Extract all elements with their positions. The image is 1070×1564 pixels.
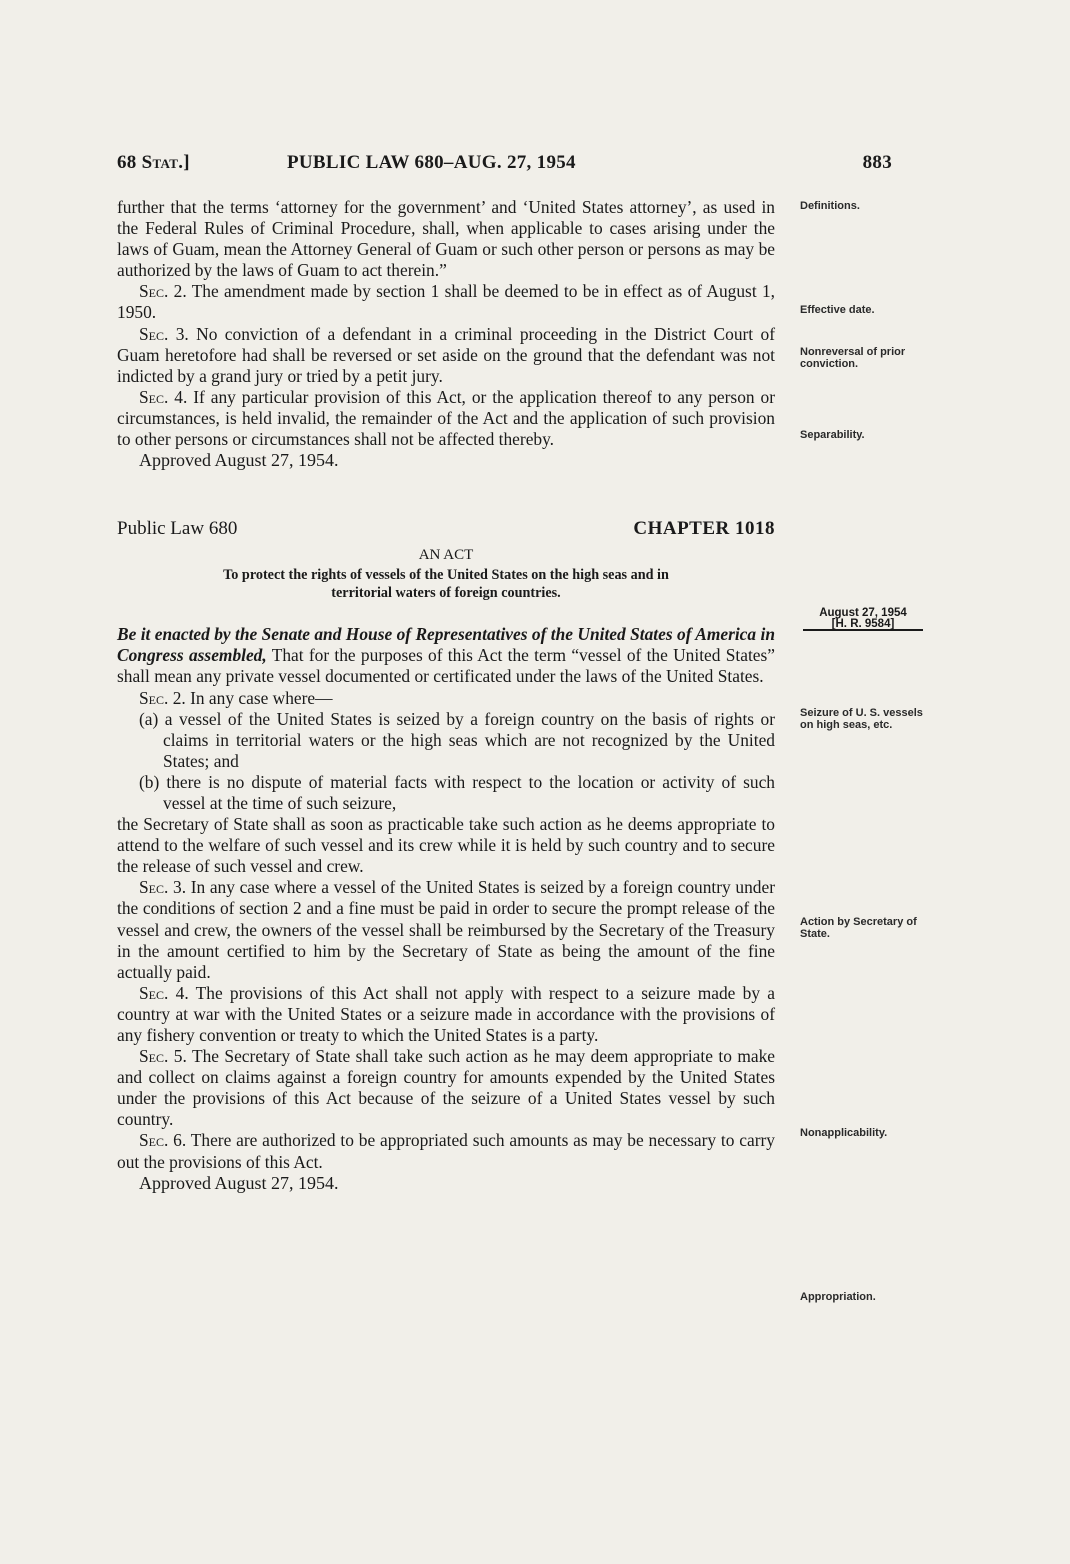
section-2-paragraph bbox=[117, 281, 775, 323]
margin-note-separability: Separability. bbox=[800, 429, 865, 441]
main-text-column bbox=[117, 197, 775, 1194]
act-heading-row bbox=[117, 518, 775, 544]
section-text: The Secretary of State shall take such action as he may deem appropriate to make and collect on claims against a foreign country for amounts expended by the United States under the provisions of this Act because of the seizure of a United States vessel by such country. bbox=[117, 1046, 775, 1130]
act-purpose bbox=[117, 566, 775, 602]
section-text: In any case where a vessel of the United States is seized by a foreign country under the conditions of section 2 and a fine must be paid in order to secure the prompt release of the vessel and crew, the owners of the vessel shall be reimbursed by the Secretary of the Treasury in the amount certified to him by the Secretary of State as being the amount of the fine actually paid. bbox=[117, 877, 775, 982]
section-label: Sec. 6. bbox=[139, 1130, 187, 1151]
margin-note-action: Action by Secretary of State. bbox=[800, 916, 917, 940]
section-text: The amendment made by section 1 shall be deemed to be in effect as of August 1, 1950. bbox=[117, 281, 776, 323]
section-4-paragraph bbox=[117, 983, 775, 1046]
volume-reference: 68 Stat.] bbox=[117, 152, 190, 173]
clause-b: (b) there is no dispute of material facts with respect to the location or activity of such vessel at the time of such seizure, bbox=[139, 771, 775, 813]
chapter-number: CHAPTER 1018 bbox=[633, 518, 775, 540]
margin-note-appropriation: Appropriation. bbox=[800, 1291, 876, 1303]
section-1-text: That for the purposes of this Act the term “vessel of the United States” shall mean any private vessel documented or certificated under the laws of the United States. bbox=[117, 645, 775, 687]
enacting-paragraph bbox=[117, 624, 775, 687]
section-2-continuation: the Secretary of State shall as soon as practicable take such action as he deems appropriate to attend to the welfare of such vessel and its crew while it is held by such country and to secure the release of such vessel and crew. bbox=[117, 814, 775, 877]
section-text: In any case where— bbox=[185, 687, 333, 708]
section-5-paragraph bbox=[117, 1046, 775, 1130]
section-text: The provisions of this Act shall not apply with respect to a seizure made by a country at war with the United States or a seizure made in accordance with the provisions of any fishery convention or treaty to which the United States is a party. bbox=[117, 982, 775, 1045]
margin-note-nonapplicability: Nonapplicability. bbox=[800, 1127, 888, 1139]
paragraph-definitions: further that the terms ‘attorney for the government’ and ‘United States attorney’, as used in the Federal Rules of Criminal Procedure, shall, when applicable to cases arising under the laws of Guam, mean the Attorney General of Guam or such other person or persons as may be authorized by the laws of Guam to act therein.” bbox=[117, 197, 775, 281]
approved-date-2: Approved August 27, 1954. bbox=[139, 1172, 339, 1193]
public-law-number: Public Law 680 bbox=[117, 518, 238, 540]
section-label: Sec. 5. bbox=[139, 1046, 187, 1067]
clause-a: (a) a vessel of the United States is seized by a foreign country on the basis of rights or claims in territorial waters or the high seas which are not recognized by the United States; and bbox=[139, 708, 775, 771]
purpose-line-2: territorial waters of foreign countries. bbox=[331, 585, 561, 602]
section-label: Sec. 2. bbox=[139, 281, 187, 302]
enacting-clause: Be it enacted by the Senate and House of Representatives of the United States of America in Congress assembled, bbox=[117, 624, 775, 666]
purpose-line-1: To protect the rights of vessels of the United States on the high seas and in bbox=[223, 567, 669, 584]
page-number: 883 bbox=[862, 152, 892, 173]
section-label: Sec. 2. bbox=[139, 687, 186, 708]
margin-note-effective-date: Effective date. bbox=[800, 304, 875, 316]
section-text: If any particular provision of this Act, or the application thereof to any person or circumstances, is held invalid, the remainder of the Act and the application of such provision to other persons or circumstances shall not be affected thereby. bbox=[117, 386, 775, 450]
section-4-paragraph bbox=[117, 387, 775, 450]
section-label: Sec. 3. bbox=[139, 877, 187, 898]
section-label: Sec. 4. bbox=[139, 982, 189, 1003]
citation-rule bbox=[803, 629, 923, 631]
section-3-paragraph bbox=[117, 877, 775, 982]
section-label: Sec. 3. bbox=[139, 323, 189, 344]
page-header bbox=[117, 152, 892, 182]
an-act-heading: AN ACT bbox=[418, 547, 474, 564]
section-3-paragraph bbox=[117, 324, 775, 387]
section-text: No conviction of a defendant in a criminal proceeding in the District Court of Guam heretofore had shall be reversed or set aside on the ground that the defendant was not indicted by a grand jury or tried by a petit jury. bbox=[117, 323, 775, 386]
citation-bill: [H. R. 9584] bbox=[831, 618, 895, 630]
section-6-paragraph bbox=[117, 1130, 775, 1172]
running-title: PUBLIC LAW 680–AUG. 27, 1954 bbox=[287, 152, 576, 173]
section-2-paragraph bbox=[117, 688, 775, 709]
bill-citation bbox=[803, 608, 923, 630]
margin-note-nonreversal: Nonreversal of prior conviction. bbox=[800, 346, 906, 370]
section-text: There are authorized to be appropriated such amounts as may be necessary to carry out the provisions of this Act. bbox=[117, 1130, 775, 1172]
margin-note-seizure: Seizure of U. S. vessels on high seas, etc. bbox=[800, 707, 923, 731]
approved-date-1: Approved August 27, 1954. bbox=[139, 450, 339, 471]
citation-date: August 27, 1954 bbox=[819, 607, 907, 619]
margin-note-definitions: Definitions. bbox=[800, 200, 860, 212]
section-label: Sec. 4. bbox=[139, 386, 188, 407]
